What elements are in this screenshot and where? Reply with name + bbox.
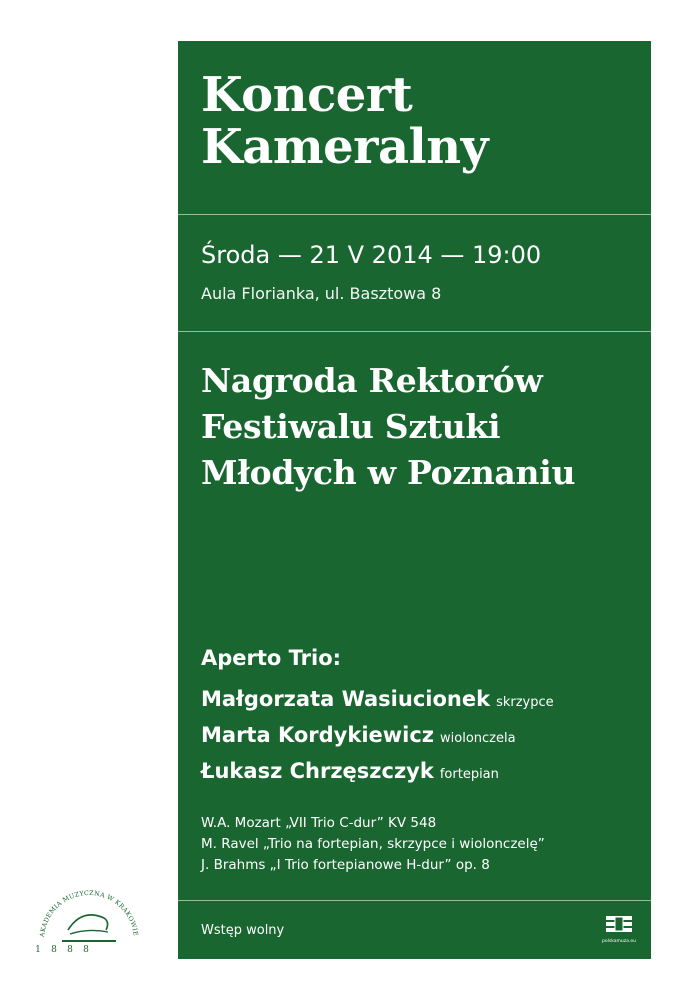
award-title bbox=[201, 358, 575, 496]
year-digit: 8 bbox=[83, 945, 89, 955]
performer-instrument: fortepian bbox=[439, 767, 499, 782]
award-line-1: Nagroda Rektorów bbox=[201, 361, 543, 400]
admission-note: Wstęp wolny bbox=[201, 923, 285, 938]
divider bbox=[178, 900, 651, 901]
academy-logo-year bbox=[30, 945, 94, 955]
year-digit: 8 bbox=[67, 945, 73, 955]
divider bbox=[178, 331, 651, 332]
ensemble-name: Aperto Trio: bbox=[201, 646, 342, 670]
performer bbox=[201, 753, 554, 789]
title-line-2: Kameralny bbox=[201, 119, 489, 175]
award-line-3: Młodych w Poznaniu bbox=[201, 453, 576, 492]
performer-list bbox=[201, 681, 554, 789]
partner-logo-icon bbox=[602, 914, 636, 944]
performer-instrument: skrzypce bbox=[496, 695, 554, 710]
poster-title bbox=[201, 69, 488, 173]
performer-name: Marta Kordykiewicz bbox=[201, 723, 435, 747]
poster-panel bbox=[178, 41, 651, 959]
performer bbox=[201, 717, 554, 753]
academy-logo-text: AKADEMIA MUZYCZNA W KRAKOWIE bbox=[39, 889, 139, 938]
event-venue: Aula Florianka, ul. Basztowa 8 bbox=[201, 284, 442, 303]
performer-name: Łukasz Chrzęszczyk bbox=[201, 759, 434, 783]
performer bbox=[201, 681, 554, 717]
program-item: M. Ravel „Trio na fortepian, skrzypce i wiolonczelę” bbox=[201, 836, 545, 852]
program-item: W.A. Mozart „VII Trio C-dur” KV 548 bbox=[201, 815, 437, 831]
year-digit: 1 bbox=[35, 945, 41, 955]
performer-instrument: wiolonczela bbox=[440, 731, 516, 746]
year-digit: 8 bbox=[51, 945, 57, 955]
divider bbox=[178, 214, 651, 215]
award-line-2: Festiwalu Sztuki bbox=[201, 407, 501, 446]
title-line-1: Koncert bbox=[201, 67, 413, 123]
event-date: Środa — 21 V 2014 — 19:00 bbox=[201, 241, 542, 269]
partner-logo-text: polskamuza.eu bbox=[602, 939, 636, 944]
program-list bbox=[201, 813, 545, 876]
performer-name: Małgorzata Wasiucionek bbox=[201, 687, 491, 711]
program-item: J. Brahms „I Trio fortepianowe H-dur” op. 8 bbox=[201, 857, 490, 873]
